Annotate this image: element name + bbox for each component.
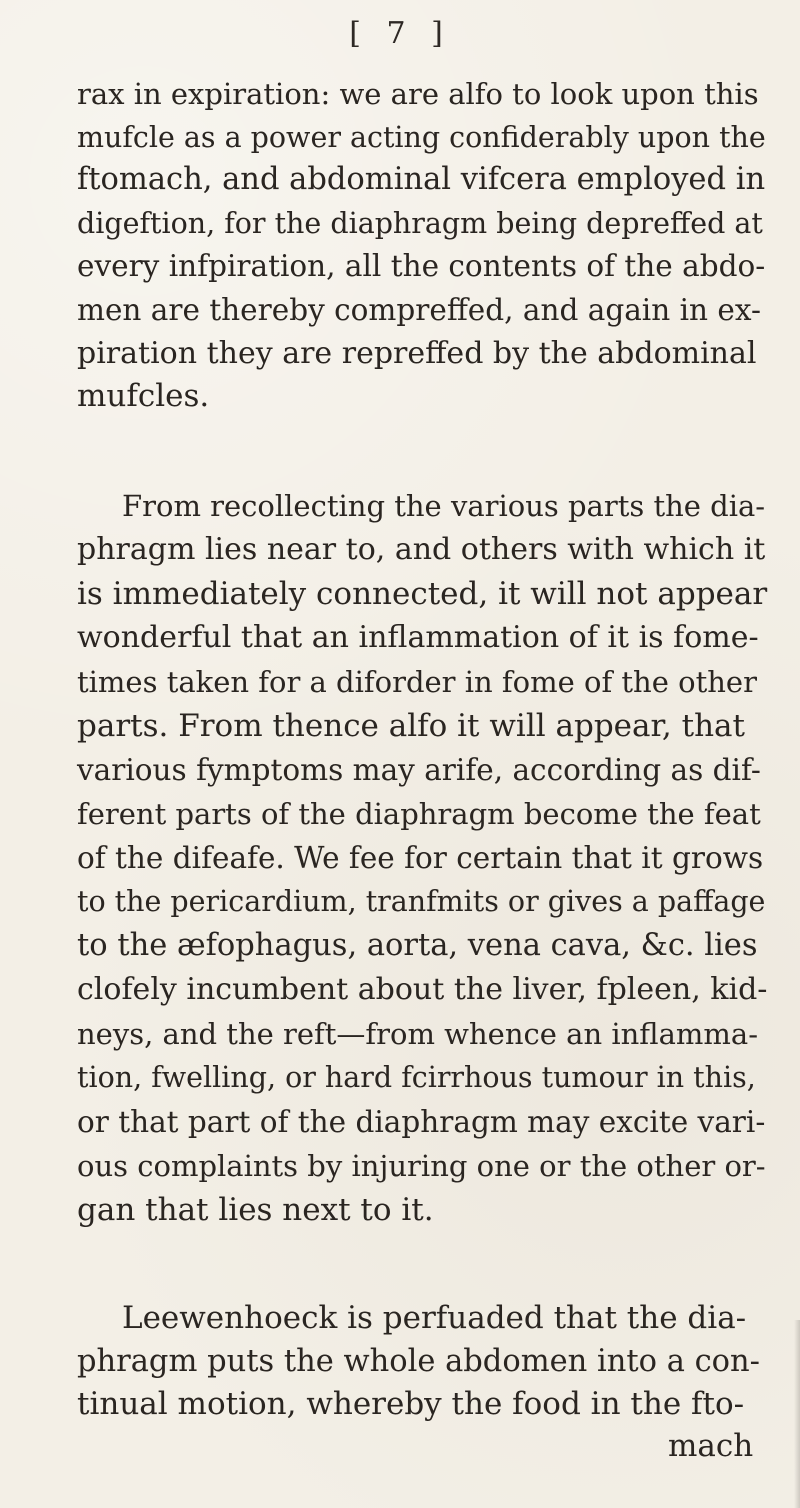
text-line: wonderful that an inflammation of it is fome-	[77, 620, 759, 655]
text-line: parts. From thence alfo it will appear, that	[77, 708, 745, 744]
text-line: or that part of the diaphragm may excite vari-	[77, 1105, 766, 1139]
text-line: ferent parts of the diaphragm become the feat	[77, 797, 761, 831]
text-line: clofely incumbent about the liver, fpleen, kid-	[77, 972, 768, 1007]
text-line: every infpiration, all the contents of the abdo-	[77, 249, 766, 283]
text-line: tion, fwelling, or hard fcirrhous tumour in this,	[77, 1061, 756, 1094]
text-line: to the æfophagus, aorta, vena cava, &c. lies	[77, 928, 758, 963]
text-line: of the difeafe. We fee for certain that it grows	[77, 841, 764, 875]
text-line: phragm puts the whole abdomen into a con-	[77, 1344, 760, 1379]
text-line: ftomach, and abdominal vifcera employed in	[77, 162, 766, 197]
text-line: neys, and the reft—from whence an inflamma-	[77, 1017, 759, 1051]
text-line: tinual motion, whereby the food in the fto-	[77, 1386, 745, 1422]
text-line: piration they are repreffed by the abdominal	[77, 336, 757, 371]
text-line: digeftion, for the diaphragm being depreffed at	[77, 207, 763, 240]
text-line: gan that lies next to it.	[77, 1192, 434, 1228]
text-line: Leewenhoeck is perfuaded that the dia-	[122, 1300, 747, 1336]
text-line: From recollecting the various parts the dia-	[122, 489, 766, 523]
text-line: times taken for a diforder in fome of the other	[77, 665, 757, 699]
text-line: is immediately connected, it will not appear	[77, 576, 768, 612]
text-line: various fymptoms may arife, according as dif-	[77, 753, 761, 787]
page-number: [ 7 ]	[349, 16, 451, 51]
page-edge-shadow	[794, 1320, 800, 1508]
text-line: mufcles.	[77, 378, 210, 414]
text-line: men are thereby compreffed, and again in ex-	[77, 293, 761, 327]
text-line: ous complaints by injuring one or the other or-	[77, 1149, 766, 1183]
text-line: to the pericardium, tranfmits or gives a paffage	[77, 885, 766, 918]
text-line: phragm lies near to, and others with which it	[77, 532, 766, 567]
text-line: rax in expiration: we are alfo to look upon this	[77, 77, 759, 111]
catchword: mach	[668, 1428, 754, 1464]
text-line: mufcle as a power acting confiderably upon the	[77, 121, 766, 154]
